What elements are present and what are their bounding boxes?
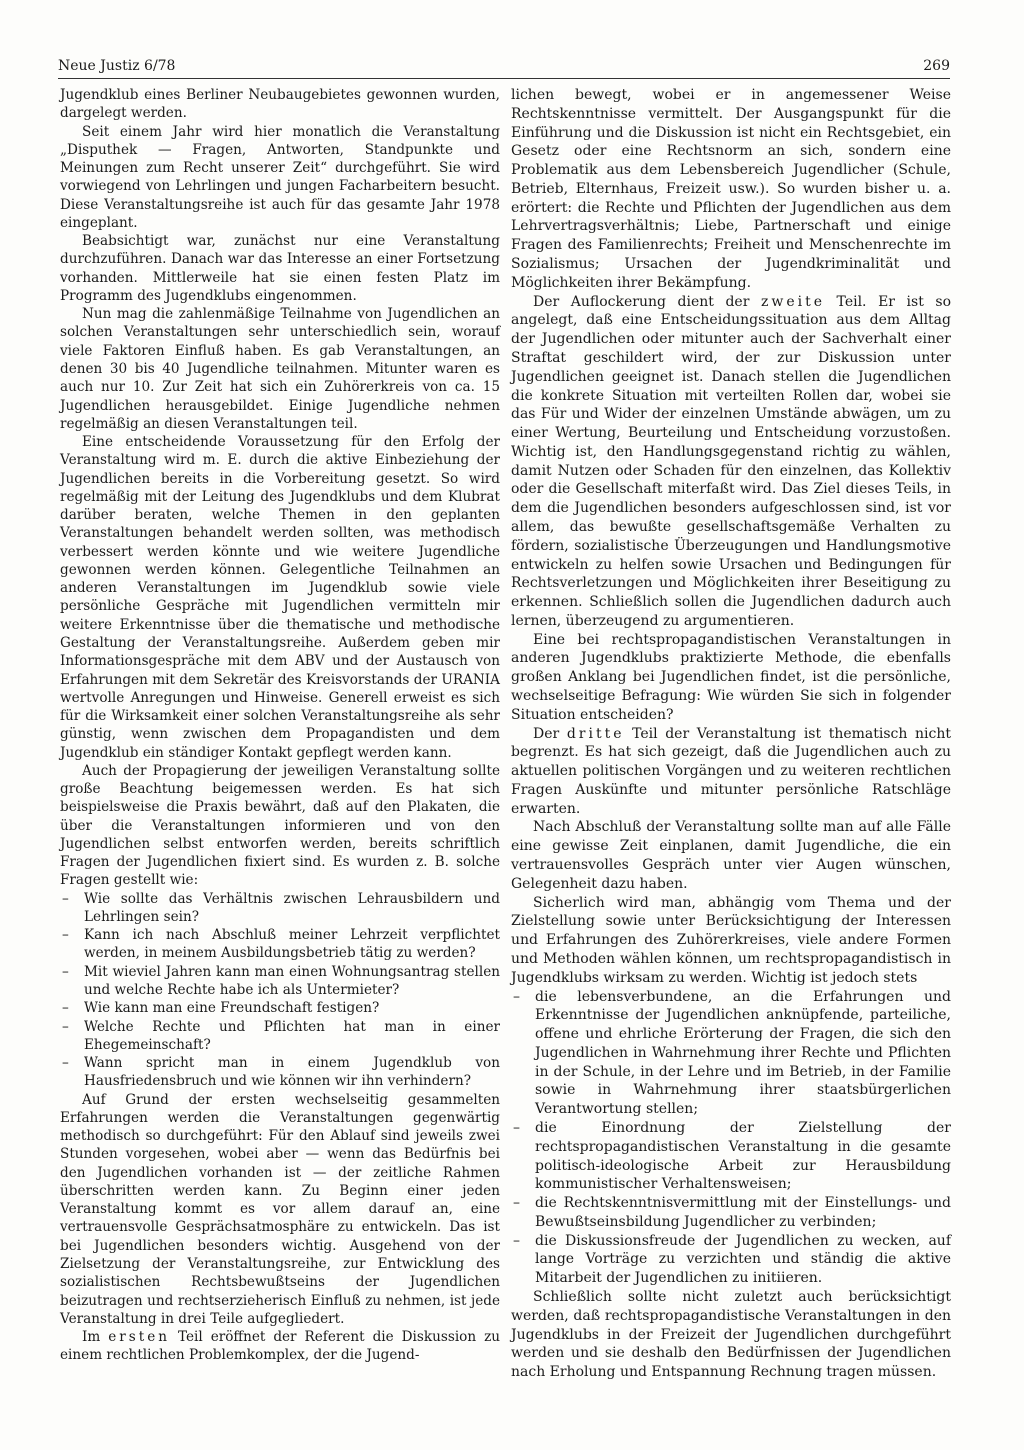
journal-issue: Neue Justiz 6/78	[58, 58, 176, 74]
paragraph: lichen bewegt, wobei er in angemessener Weise Rechtskenntnisse vermittelt. Der Ausgangspunkt für die Einführung und die Diskussion ist nicht ein Rechtsgebiet, ein Gesetz oder eine Rechtsnorm an sich, sondern eine Problematik aus dem Lebensbereich Jugendlicher (Schule, Betrieb, Elternhaus, Freizeit usw.). So wurden bisher u. a. erörtert: die Rechte und Pflichten der Jugendlichen aus dem Lehrvertragsverhältnis; Liebe, Partnerschaft und einige Fragen des Familienrechts; Freiheit und Menschenrechte im Sozialismus; Ursachen der Jugendkriminalität und Möglichkeiten ihrer Bekämpfung.	[511, 87, 951, 291]
paragraph: Nun mag die zahlenmäßige Teilnahme von Jugendlichen an solchen Veranstaltungen sehr unterschiedlich sein, worauf viele Faktoren Einfluß haben. Es gab Veranstaltungen, an denen 30 bis 40 Jugendliche teilnahmen. Mitunter waren es auch nur 10. Zur Zeit hat sich ein Zuhörerkreis von ca. 15 Jugendlichen herausgebildet. Einige Jugendliche nehmen regelmäßig an diesen Veranstaltungen teil.	[60, 306, 500, 432]
point-list	[511, 988, 951, 1289]
paragraph	[511, 725, 951, 819]
list-item: – die Einordnung der Zielstellung der rechtspropagandistischen Veranstaltung in die gesamte politisch-ideologische Arbeit zur Herausbildung kommunistischer Verhaltensweisen;	[511, 1119, 951, 1194]
spaced-word: zweite	[760, 293, 825, 310]
list-item: – Wie sollte das Verhältnis zwischen Lehrausbildern und Lehrlingen sein?	[60, 890, 500, 927]
list-item: – Welche Rechte und Pflichten hat man in einer Ehegemeinschaft?	[60, 1018, 500, 1055]
text-run: Im	[82, 1329, 109, 1346]
paragraph: Seit einem Jahr wird hier monatlich die Veranstaltung „Disputhek — Fragen, Antworten, Standpunkte und Meinungen zum Recht unserer Zeit“ durchgeführt. Sie wird vorwiegend von Lehrlingen und jungen Facharbeitern besucht. Diese Veranstaltungsreihe ist auch für das gesamte Jahr 1978 eingeplant.	[60, 123, 500, 231]
list-item: – Wie kann man eine Freundschaft festigen?	[60, 999, 500, 1017]
paragraph: Nach Abschluß der Veranstaltung sollte man auf alle Fälle eine gewisse Zeit einplanen, damit Jugendliche, die ein vertrauensvolles Gespräch unter vier Augen wünschen, Gelegenheit dazu haben.	[511, 819, 951, 892]
paragraph	[60, 1328, 500, 1365]
spaced-word: ersten	[108, 1329, 171, 1346]
paragraph	[511, 293, 951, 631]
paragraph: Jugendklub eines Berliner Neubaugebietes gewonnen wurden, dargelegt werden.	[60, 87, 500, 122]
text-run: Teil. Er ist so angelegt, daß eine Entscheidungssituation aus dem Alltag der Jugendlichen oder mitunter auch der Sachverhalt einer Straftat geschildert wird, der zur Diskussion unter Jugendlichen geeignet ist. Danach stellen die Jugendlichen die konkrete Situation mit verteilten Rollen dar, wobei sie das Für und Wider der einzelnen Umstände abwägen, um zu einer Wertung, Beurteilung und Entscheidung vorzustoßen. Wichtig ist, den Handlungsgegenstand richtig zu wählen, damit Nutzen oder Schaden für den einzelnen, das Kollektiv oder die Gesellschaft miterfaßt wird. Das Ziel dieses Teils, in dem die Jugendlichen besonders aufgeschlossen sind, ist vor allem, das bewußte gesellschaftsgemäße Verhalten zu fördern, sozialistische Überzeugungen und Handlungsmotive entwickeln zu helfen sowie Ursachen und Bedingungen für Rechtsverletzungen und Möglichkeiten ihrer Beseitigung zu erkennen. Schließlich sollen die Jugendlichen dadurch auch lernen, überzeugend zu argumentieren.	[511, 293, 952, 629]
list-item: – Kann ich nach Abschluß meiner Lehrzeit verpflichtet werden, in meinem Ausbildungsbetrieb tätig zu werden?	[60, 926, 500, 963]
paragraph: Beabsichtigt war, zunächst nur eine Veranstaltung durchzuführen. Danach war das Interesse an einer Fortsetzung vorhanden. Mittlerweile hat sie einen festen Platz im Programm des Jugendklubs eingenommen.	[60, 233, 500, 304]
question-list	[60, 890, 500, 1091]
text-run: Teil eröffnet der Referent die Diskussion zu einem rechtlichen Problemkomplex, der die Jugend-	[60, 1329, 500, 1364]
paragraph: Schließlich sollte nicht zuletzt auch berücksichtigt werden, daß rechtspropagandistische Veranstaltungen in den Jugendklubs in der Freizeit der Jugendlichen durchgeführt werden und sie deshalb den Bedürfnissen der Jugendlichen nach Erholung und Entspannung Rechnung tragen müssen.	[511, 1289, 951, 1381]
list-item: – Mit wieviel Jahren kann man einen Wohnungsantrag stellen und welche Rechte habe ich als Untermieter?	[60, 963, 500, 1000]
list-item: – die Rechtskenntnisvermittlung mit der Einstellungs- und Bewußtseinsbildung Jugendlicher zu verbinden;	[511, 1194, 951, 1232]
paragraph: Sicherlich wird man, abhängig vom Thema und der Zielstellung sowie unter Berücksichtigung der Interessen und Erfahrungen des Zuhörerkreises, viele andere Formen und Methoden wählen können, um rechtspropagandistisch in Jugendklubs wirksam zu werden. Wichtig ist jedoch stets	[511, 894, 951, 986]
right-column	[511, 86, 951, 1382]
spaced-word: dritte	[566, 725, 625, 742]
paragraph: Auch der Propagierung der jeweiligen Veranstaltung sollte große Beachtung beigemessen werden. Es hat sich beispielsweise die Praxis bewährt, daß auf den Plakaten, die über die Veranstaltungen informieren und von den Jugendlichen selbst entworfen werden, bereits schriftlich Fragen der Jugendlichen fixiert sind. Es wurden z. B. solche Fragen gestellt wie:	[60, 762, 500, 889]
list-item: – die lebensverbundene, an die Erfahrungen und Erkenntnisse der Jugendlichen anknüpfende, parteiliche, offene und ehrliche Erörterung der Fragen, die sich den Jugendlichen in Wahrnehmung ihrer Rechte und Pflichten in der Schule, in der Lehre und im Betrieb, in der Familie sowie in Wahrnehmung ihrer staatsbürgerlichen Verantwortung stellen;	[511, 988, 951, 1119]
paragraph: Auf Grund der ersten wechselseitig gesammelten Erfahrungen werden die Veranstaltungen gegenwärtig methodisch so durchgeführt: Für den Ablauf sind jeweils zwei Stunden vorgesehen, wobei aber — wenn das Bedürfnis bei den Jugendlichen vorhanden ist — der zeitliche Rahmen überschritten werden kann. Zu Beginn einer jeden Veranstaltung kommt es vor allem darauf an, eine vertrauensvolle Gesprächsatmosphäre zu entwickeln. Das ist bei Jugendlichen besonders wichtig. Ausgehend von der Zielsetzung der Veranstaltungsreihe, zur Entwicklung des sozialistischen Rechtsbewußtseins der Jugendlichen beizutragen und rechtserzieherisch Einfluß zu nehmen, ist jede Veranstaltung in drei Teile aufgegliedert.	[60, 1091, 500, 1327]
running-header	[58, 56, 950, 79]
list-item: – die Diskussionsfreude der Jugendlichen zu wecken, auf lange Vorträge zu verzichten und ständig die aktive Mitarbeit der Jugendlichen zu initiieren.	[511, 1232, 951, 1288]
paragraph: Eine bei rechtspropagandistischen Veranstaltungen in anderen Jugendklubs praktizierte Methode, die ebenfalls großen Anklang bei Jugendlichen findet, ist die persönliche, wechselseitige Befragung: Wie würden Sie sich in folgender Situation entscheiden?	[511, 631, 951, 723]
list-item: – Wann spricht man in einem Jugendklub von Hausfriedensbruch und wie können wir ihn verhindern?	[60, 1054, 500, 1091]
text-run: Teil der Veranstaltung ist thematisch nicht begrenzt. Es hat sich gezeigt, daß die Jugendlichen auch zu aktuellen politischen Vorgängen und zu weiteren rechtlichen Fragen Auskünfte und mitunter persönliche Ratschläge erwarten.	[511, 725, 952, 817]
left-column	[60, 86, 500, 1365]
page-number: 269	[923, 58, 950, 74]
text-run: Der Auflockerung dient der	[533, 293, 761, 310]
text-run: Der	[533, 725, 567, 742]
paragraph: Eine entscheidende Voraussetzung für den Erfolg der Veranstaltung wird m. E. durch die aktive Einbeziehung der Jugendlichen bereits in die Vorbereitung gesetzt. So wird regelmäßig mit der Leitung des Jugendklubs und dem Klubrat darüber beraten, welche Themen in den geplanten Veranstaltungen behandelt werden sollten, was methodisch verbessert werden könnte und wie weitere Jugendliche gewonnen werden können. Gelegentliche Teilnahmen an anderen Veranstaltungen im Jugendklub sowie viele persönliche Gespräche mit Jugendlichen vermitteln mir weitere Erkenntnisse über die thematische und methodische Gestaltung der Veranstaltungsreihe. Außerdem geben mir Informationsgespräche mit dem ABV und der Austausch von Erfahrungen mit dem Sekretär des Kreisvorstands der URANIA wertvolle Anregungen und Hinweise. Generell erweist es sich für die Wirksamkeit einer solchen Veranstaltungsreihe als sehr günstig, wenn zwischen dem Propagandisten und dem Jugendklub ein ständiger Kontakt gepflegt werden kann.	[60, 434, 500, 761]
